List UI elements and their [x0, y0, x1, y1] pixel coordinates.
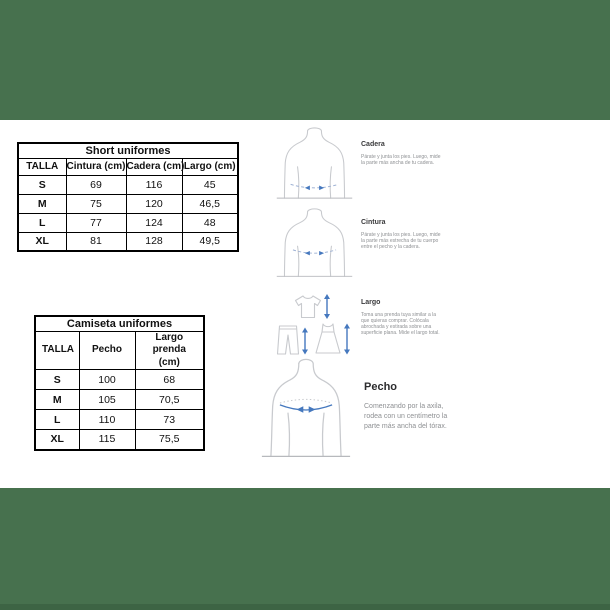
top-green-band [0, 0, 610, 120]
table-cell: 46,5 [182, 194, 238, 213]
table-row [18, 232, 238, 251]
table-cell: 116 [126, 175, 182, 194]
cintura-heading: Cintura [361, 219, 386, 226]
table-row [35, 331, 204, 370]
column-header-cintura: Cintura (cm) [66, 158, 126, 175]
tshirt-length-icon [292, 293, 332, 320]
table-row [35, 370, 204, 390]
size-label: S [18, 175, 66, 194]
table-cell: 68 [135, 370, 204, 390]
table-row [18, 213, 238, 232]
table-row [18, 143, 238, 158]
table-row [35, 430, 204, 450]
table-cell: 49,5 [182, 232, 238, 251]
hip-measure-torso-icon [276, 127, 353, 202]
table-cell: 75,5 [135, 430, 204, 450]
bottom-green-band [0, 488, 610, 610]
table-row [35, 410, 204, 430]
pants-length-icon [276, 324, 309, 356]
table-cell: 69 [66, 175, 126, 194]
cintura-section [361, 219, 443, 250]
chest-measure-torso-icon [261, 358, 351, 461]
pecho-section [364, 381, 460, 432]
largo-section [361, 299, 441, 336]
table-row [35, 316, 204, 331]
table-cell: 124 [126, 213, 182, 232]
size-label: L [35, 410, 79, 430]
table-row [18, 175, 238, 194]
table-cell: 120 [126, 194, 182, 213]
table-cell: 110 [79, 410, 135, 430]
table-cell: 73 [135, 410, 204, 430]
size-label: XL [35, 430, 79, 450]
waist-measure-torso-icon [276, 208, 353, 280]
size-label: L [18, 213, 66, 232]
cadera-text: Párate y junta los pies. Luego, mide la parte más ancha de tu cadera. [361, 154, 441, 166]
camiseta-table-title: Camiseta uniformes [35, 316, 204, 331]
size-label: S [35, 370, 79, 390]
cintura-text: Párate y junta los pies. Luego, mide la parte más estrecha de tu cuerpo entre el pecho y la cadera. [361, 232, 441, 250]
table-cell: 81 [66, 232, 126, 251]
cadera-section [361, 141, 443, 166]
size-label: M [18, 194, 66, 213]
table-row [35, 390, 204, 410]
column-header-talla: TALLA [18, 158, 66, 175]
table-row [18, 158, 238, 175]
camiseta-sizes-table [34, 315, 205, 451]
table-cell: 115 [79, 430, 135, 450]
size-label: XL [18, 232, 66, 251]
table-cell: 45 [182, 175, 238, 194]
table-cell: 48 [182, 213, 238, 232]
pecho-text: Comenzando por la axila, rodea con un centímetro la parte más ancha del tórax. [364, 403, 448, 431]
largo-heading: Largo [361, 299, 381, 306]
pecho-heading: Pecho [364, 381, 398, 393]
table-cell: 105 [79, 390, 135, 410]
table-cell: 70,5 [135, 390, 204, 410]
bottom-band-shadow [0, 604, 610, 610]
largo-text: Toma una prenda tuya similar a la que quieras comprar. Colócala abrochada y estirada sobre una superficie plana. Mide el largo total. [361, 312, 440, 336]
short-table-title: Short uniformes [18, 143, 238, 158]
table-cell: 77 [66, 213, 126, 232]
cadera-heading: Cadera [361, 141, 385, 148]
table-cell: 128 [126, 232, 182, 251]
garment-length-icons [276, 293, 352, 357]
dress-length-icon [313, 322, 352, 356]
table-cell: 75 [66, 194, 126, 213]
size-label: M [35, 390, 79, 410]
table-cell: 100 [79, 370, 135, 390]
column-header-talla: TALLA [35, 331, 79, 370]
column-header-pecho: Pecho [79, 331, 135, 370]
short-sizes-table [17, 142, 239, 252]
column-header-largo-prenda: Largo prenda (cm) [135, 331, 204, 370]
column-header-largo: Largo (cm) [182, 158, 238, 175]
table-row [18, 194, 238, 213]
column-header-cadera: Cadera (cm) [126, 158, 182, 175]
